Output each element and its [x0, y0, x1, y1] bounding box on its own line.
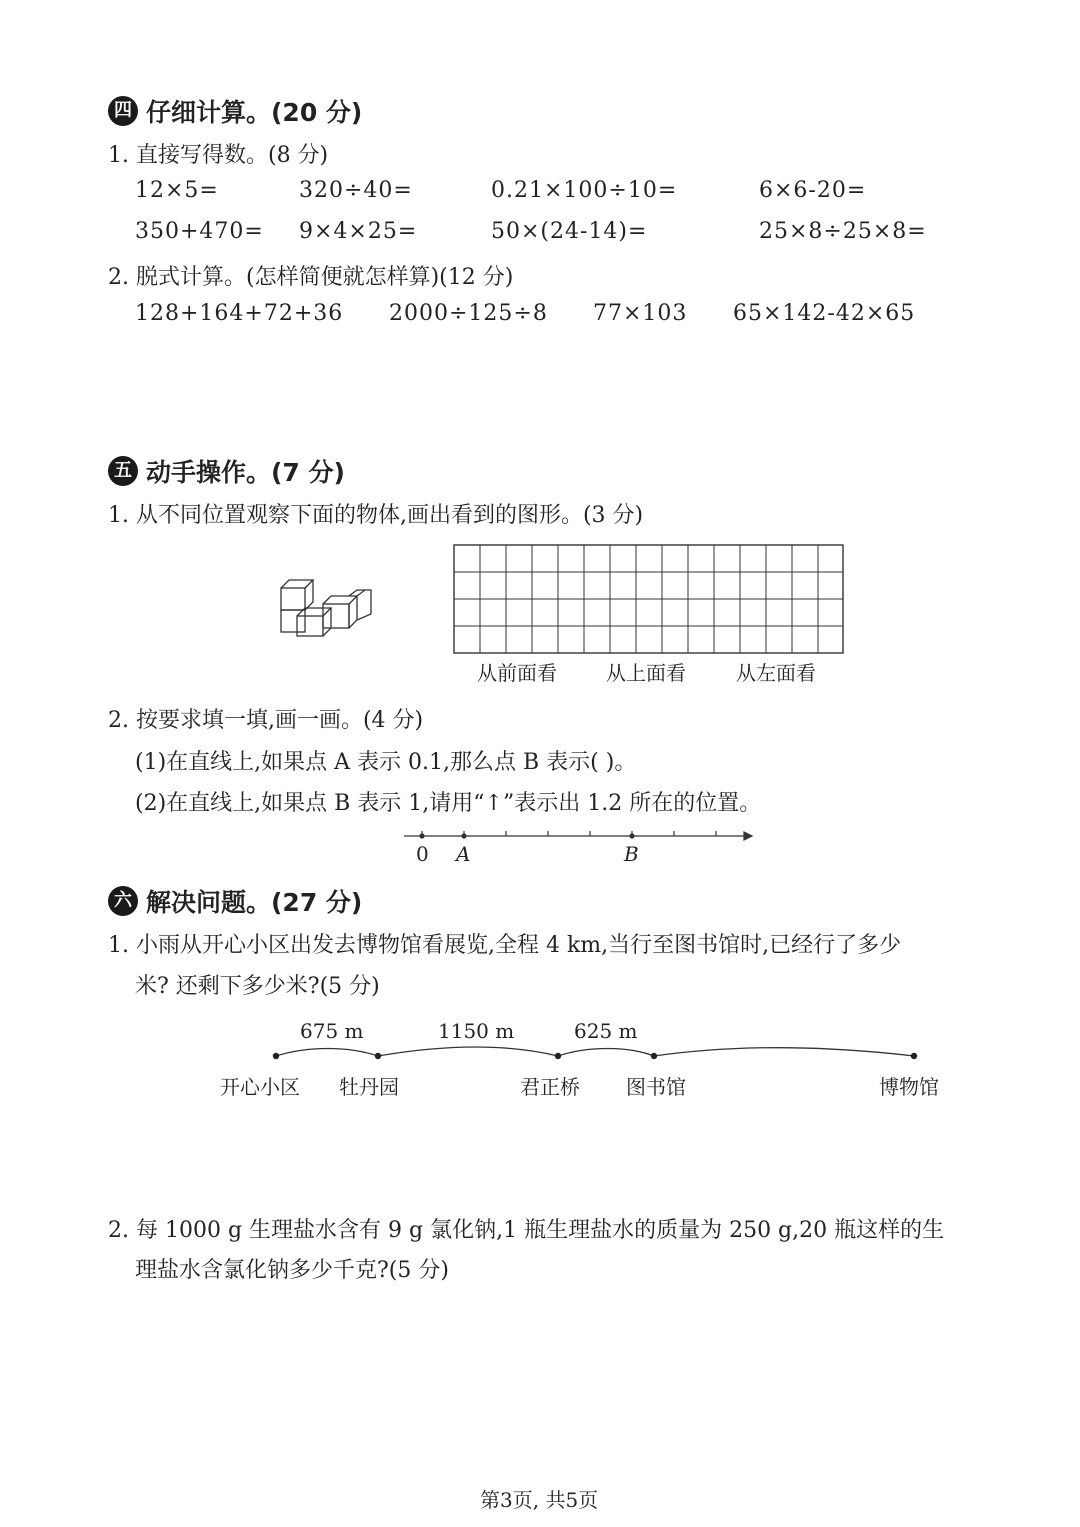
- cube-stack-figure: [275, 572, 375, 638]
- calc-4-1-r1-c2: 320÷40=: [299, 178, 413, 203]
- route-distance-3: 625 m: [574, 1019, 638, 1043]
- calc-4-1-r1-c1: 12×5=: [135, 178, 219, 203]
- calc-4-1-r2-c3: 50×(24-14)=: [491, 219, 648, 244]
- drawing-grid[interactable]: [453, 544, 845, 655]
- question-6-1-line2: 米? 还剩下多少米?(5 分): [135, 974, 380, 999]
- section-6-heading: [108, 883, 362, 919]
- question-6-2-line2: 理盐水含氯化钠多少千克?(5 分): [135, 1258, 449, 1283]
- route-distance-2: 1150 m: [438, 1019, 515, 1043]
- question-4-1-title: 1. 直接写得数。(8 分): [108, 143, 329, 168]
- numberline-label-b: B: [624, 842, 639, 866]
- section-5-title: 动手操作。(7 分): [146, 458, 345, 487]
- section-5-heading: [108, 453, 345, 489]
- question-4-2-title: 2. 脱式计算。(怎样简便就怎样算)(12 分): [108, 265, 514, 290]
- calc-4-2-c1: 128+164+72+36: [135, 301, 344, 326]
- question-5-2-part1: (1)在直线上,如果点 A 表示 0.1,那么点 B 表示( )。: [135, 750, 637, 775]
- question-5-2-part2: (2)在直线上,如果点 B 表示 1,请用“↑”表示出 1.2 所在的位置。: [135, 791, 762, 816]
- calc-4-1-r1-c3: 0.21×100÷10=: [491, 178, 678, 203]
- section-6-title: 解决问题。(27 分): [146, 888, 363, 917]
- question-6-1-line1: 1. 小雨从开心小区出发去博物馆看展览,全程 4 km,当行至图书馆时,已经行了多少: [108, 933, 902, 958]
- route-distance-1: 675 m: [300, 1019, 364, 1043]
- calc-4-2-c2: 2000÷125÷8: [389, 301, 548, 326]
- route-place-kaixin: 开心小区: [220, 1075, 300, 1099]
- view-label-left: 从左面看: [736, 661, 816, 685]
- question-5-2-title: 2. 按要求填一填,画一画。(4 分): [108, 708, 424, 733]
- numberline-label-0: 0: [416, 842, 429, 866]
- route-line: [268, 1040, 924, 1068]
- calc-4-1-r2-c4: 25×8÷25×8=: [759, 219, 927, 244]
- section-4-title: 仔细计算。(20 分): [146, 98, 363, 127]
- route-place-mudan: 牡丹园: [339, 1075, 399, 1099]
- page-number: 第3页, 共5页: [480, 1488, 599, 1512]
- section-4-heading: [108, 93, 362, 129]
- calc-4-1-r2-c2: 9×4×25=: [299, 219, 418, 244]
- view-label-top: 从上面看: [606, 661, 686, 685]
- number-line[interactable]: [400, 826, 760, 846]
- section-5-badge: 五: [108, 456, 138, 486]
- route-place-museum: 博物馆: [879, 1075, 939, 1099]
- route-place-junzheng: 君正桥: [520, 1075, 580, 1099]
- calc-4-1-r1-c4: 6×6-20=: [759, 178, 867, 203]
- route-place-library: 图书馆: [626, 1075, 686, 1099]
- question-5-1-title: 1. 从不同位置观察下面的物体,画出看到的图形。(3 分): [108, 503, 644, 528]
- calc-4-1-r2-c1: 350+470=: [135, 219, 264, 244]
- section-6-badge: 六: [108, 886, 138, 916]
- section-4-badge: 四: [108, 96, 138, 126]
- calc-4-2-c3: 77×103: [593, 301, 688, 326]
- view-label-front: 从前面看: [477, 661, 557, 685]
- question-6-2-line1: 2. 每 1000 g 生理盐水含有 9 g 氯化钠,1 瓶生理盐水的质量为 250 g,20 瓶这样的生: [108, 1218, 945, 1243]
- calc-4-2-c4: 65×142-42×65: [733, 301, 916, 326]
- numberline-label-a: A: [456, 842, 471, 866]
